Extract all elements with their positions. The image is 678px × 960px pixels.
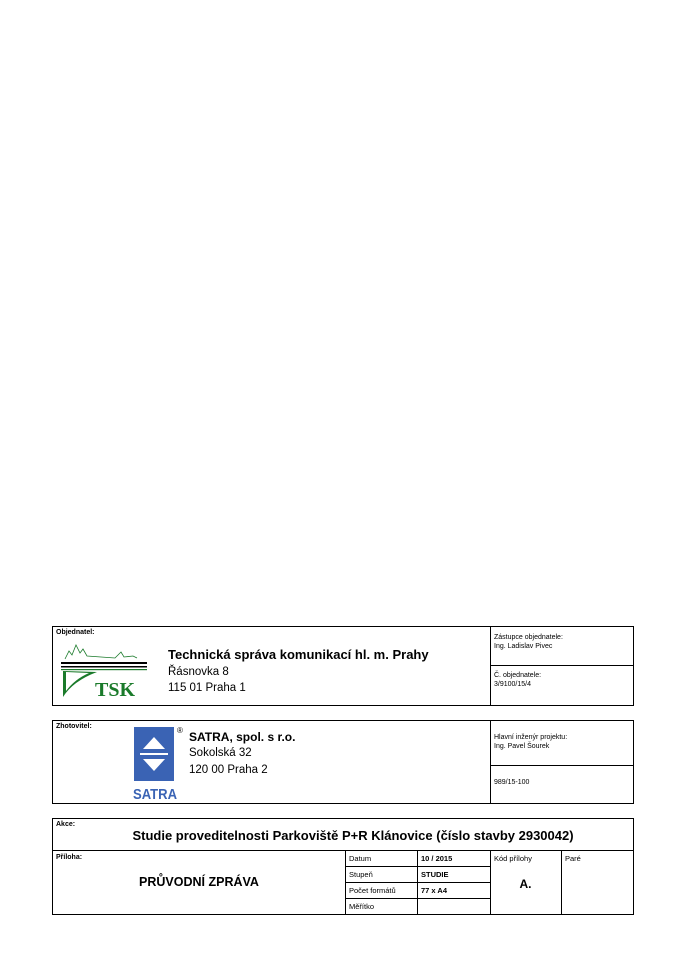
client-order-value: 3/9100/15/4 [494,681,531,688]
project-number: 989/15-100 [494,779,530,786]
attachment-code-label: Kód přílohy [494,854,532,863]
attachment-code-value: A. [519,877,532,891]
attachment-label: Příloha: [56,854,83,861]
registered-mark: ® [177,726,183,735]
copies-label: Paré [565,854,581,863]
action-title: Studie proveditelnosti Parkoviště P+R Klánovice (číslo stavby 2930042) [132,828,574,843]
satra-logo-text: SATRA [133,786,178,801]
stage-value: STUDIE [421,870,449,879]
format-count-label: Počet formátů [349,886,396,895]
action-label: Akce: [56,821,76,828]
contractor-city: 120 00 Praha 2 [189,764,268,776]
attachment-title: PRŮVODNÍ ZPRÁVA [139,875,259,889]
contractor-label: Zhotovitel: [56,723,92,730]
client-order-label: Č. objednatele: [494,672,542,679]
client-rep-label: Zástupce objednatele: [494,634,563,641]
contractor-street: Sokolská 32 [189,747,252,759]
stage-label: Stupeň [349,870,373,879]
format-count-value: 77 x A4 [421,886,447,895]
engineer-name: Ing. Pavel Šourek [494,743,550,750]
client-city: 115 01 Praha 1 [168,682,246,694]
client-box [52,626,634,706]
client-label: Objednatel: [56,629,95,636]
tsk-logo-text: TSK [95,679,136,701]
contractor-name: SATRA, spol. s r.o. [189,730,296,744]
attachment-box [52,818,634,915]
date-label: Datum [349,854,372,863]
tsk-logo [61,641,147,701]
client-rep-name: Ing. Ladislav Pivec [494,643,553,650]
client-street: Řásnovka 8 [168,666,229,678]
satra-logo [131,727,181,801]
contractor-box [52,720,634,804]
engineer-label: Hlavní inženýr projektu: [494,734,568,741]
date-value: 10 / 2015 [421,854,453,863]
scale-label: Měřítko [349,902,375,911]
client-name: Technická správa komunikací hl. m. Prahy [168,647,429,662]
